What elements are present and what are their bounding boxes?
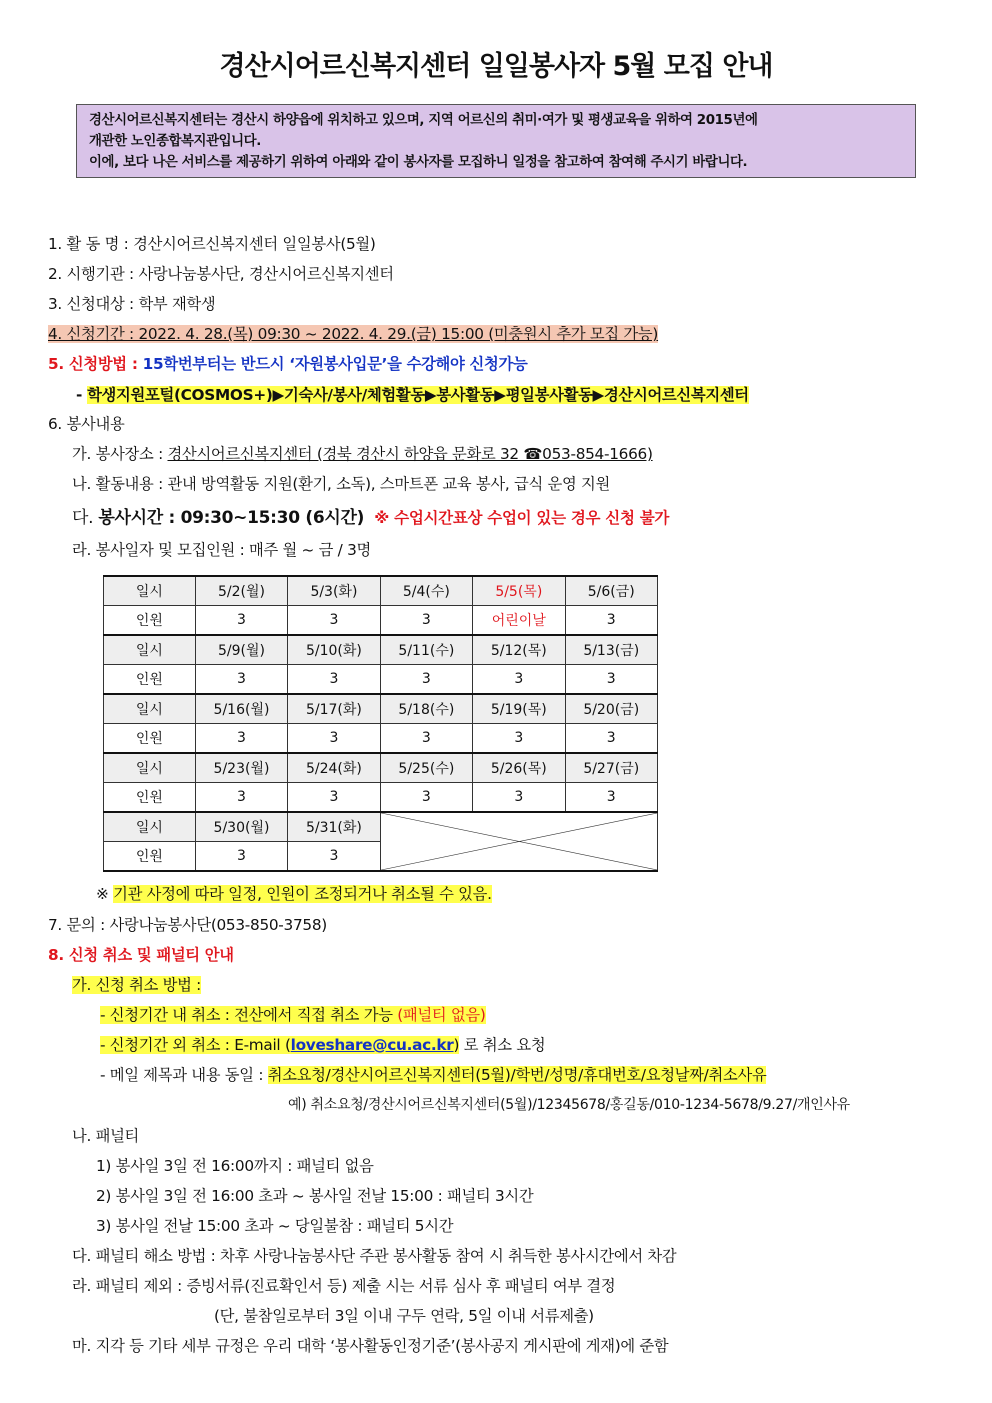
intro-box bbox=[76, 104, 916, 178]
place-text: 경산시어르신복지센터 (경북 경산시 하양읍 문화로 32 ☎053-854-1666) bbox=[167, 445, 653, 463]
schedule-date-cell: 5/18(수) bbox=[380, 694, 472, 724]
schedule-count-cell: 3 bbox=[288, 606, 380, 636]
penalty-rule: 3) 봉사일 전날 15:00 초과 ~ 당일불참 : 패널티 5시간 bbox=[96, 1217, 454, 1235]
schedule-date-cell: 5/16(월) bbox=[195, 694, 287, 724]
time-text: 봉사시간 : 09:30~15:30 (6시간) bbox=[98, 508, 365, 528]
note-mark: ※ bbox=[96, 885, 114, 903]
schedule-count-cell: 3 bbox=[195, 665, 287, 695]
schedule-count-cell: 3 bbox=[473, 665, 565, 695]
schedule-count-cell: 3 bbox=[565, 724, 657, 754]
date-row-label: 일시 bbox=[104, 753, 196, 783]
item-penalty-relief: 다. 패널티 해소 방법 : 차후 사랑나눔봉사단 주관 봉사활동 참여 시 취득한 봉사시간에서 차감 bbox=[72, 1247, 677, 1265]
schedule-date-row bbox=[104, 812, 658, 842]
schedule-count-cell: 3 bbox=[195, 606, 287, 636]
cancel-within-note: (패널티 없음) bbox=[397, 1006, 486, 1024]
mail-format-label: - 메일 제목과 내용 동일 : bbox=[100, 1066, 268, 1084]
schedule-count-cell: 3 bbox=[473, 724, 565, 754]
item-schedule: 라. 봉사일자 및 모집인원 : 매주 월 ~ 금 / 3명 bbox=[72, 541, 371, 559]
schedule-date-cell: 5/31(화) bbox=[288, 812, 380, 842]
schedule-date-cell: 5/27(금) bbox=[565, 753, 657, 783]
cancel-within-text bbox=[100, 1006, 486, 1024]
schedule-count-row bbox=[104, 665, 658, 695]
date-row-label: 일시 bbox=[104, 694, 196, 724]
schedule-count-row bbox=[104, 783, 658, 813]
schedule-date-cell: 5/13(금) bbox=[565, 635, 657, 665]
date-row-label: 일시 bbox=[104, 635, 196, 665]
item-period bbox=[48, 322, 658, 344]
schedule-count-cell: 어린이날 bbox=[473, 606, 565, 636]
count-row-label: 인원 bbox=[104, 783, 196, 813]
schedule-count-cell: 3 bbox=[565, 606, 657, 636]
cancel-method-text: 가. 신청 취소 방법 : bbox=[72, 976, 202, 994]
schedule-table bbox=[103, 575, 658, 872]
schedule-count-cell: 3 bbox=[565, 665, 657, 695]
count-row-label: 인원 bbox=[104, 724, 196, 754]
schedule-date-cell: 5/23(월) bbox=[195, 753, 287, 783]
schedule-date-cell: 5/10(화) bbox=[288, 635, 380, 665]
time-label: 다. bbox=[72, 508, 99, 528]
page-title: 경산시어르신복지센터 일일봉사자 5월 모집 안내 bbox=[219, 51, 773, 82]
schedule-count-cell: 3 bbox=[288, 665, 380, 695]
item-content: 6. 봉사내용 bbox=[48, 415, 125, 433]
schedule-date-cell: 5/4(수) bbox=[380, 576, 472, 606]
schedule-date-cell: 5/20(금) bbox=[565, 694, 657, 724]
item-other-rules: 마. 지각 등 기타 세부 규정은 우리 대학 ‘봉사활동인정기준’(봉사공지 게시판에 게재)에 준함 bbox=[72, 1337, 669, 1355]
schedule-count-cell: 3 bbox=[195, 783, 287, 813]
count-row-label: 인원 bbox=[104, 665, 196, 695]
item-activities: 나. 활동내용 : 관내 방역활동 지원(환기, 소독), 스마트폰 교육 봉사, 급식 운영 지원 bbox=[72, 475, 610, 493]
date-row-label: 일시 bbox=[104, 576, 196, 606]
intro-line: 개관한 노인종합복지관입니다. bbox=[89, 134, 261, 149]
cancel-within-label: - 신청기간 내 취소 : 전산에서 직접 취소 가능 bbox=[100, 1006, 398, 1024]
schedule-date-cell: 5/3(화) bbox=[288, 576, 380, 606]
schedule-date-cell: 5/30(월) bbox=[195, 812, 287, 842]
item-cancel-heading: 8. 신청 취소 및 패널티 안내 bbox=[48, 946, 234, 964]
count-row-label: 인원 bbox=[104, 842, 196, 872]
cross-lines bbox=[381, 813, 657, 870]
intro-line: 경산시어르신복지센터는 경산시 하양읍에 위치하고 있으며, 지역 어르신의 취미·여가 및 평생교육을 위하여 2015년에 bbox=[89, 113, 758, 128]
cancel-outside-tail: 로 취소 요청 bbox=[459, 1036, 546, 1054]
schedule-date-cell: 5/6(금) bbox=[565, 576, 657, 606]
item-penalty-exempt-note: (단, 불참일로부터 3일 이내 구두 연락, 5일 이내 서류제출) bbox=[214, 1307, 594, 1325]
item-time bbox=[72, 503, 669, 528]
penalty-rule: 2) 봉사일 3일 전 16:00 초과 ~ 봉사일 전날 15:00 : 패널티 3시간 bbox=[96, 1187, 534, 1205]
item-method bbox=[48, 352, 527, 374]
item-cancel-within bbox=[100, 1003, 486, 1025]
item-penalty-exempt: 라. 패널티 제외 : 증빙서류(진료확인서 등) 제출 시는 서류 심사 후 패널티 여부 결정 bbox=[72, 1277, 616, 1295]
schedule-count-cell: 3 bbox=[380, 724, 472, 754]
schedule-date-row bbox=[104, 694, 658, 724]
place-label: 가. 봉사장소 : bbox=[72, 445, 168, 463]
method-label: 5. 신청방법 : bbox=[48, 355, 143, 373]
schedule-date-cell: 5/24(화) bbox=[288, 753, 380, 783]
schedule-date-row bbox=[104, 753, 658, 783]
empty-crossed-block bbox=[380, 812, 657, 871]
cancel-outside-label: - 신청기간 외 취소 : E-mail ( bbox=[100, 1036, 291, 1054]
item-contact: 7. 문의 : 사랑나눔봉사단(053-850-3758) bbox=[48, 916, 327, 934]
schedule-count-cell: 3 bbox=[288, 724, 380, 754]
schedule-count-cell: 3 bbox=[195, 724, 287, 754]
schedule-count-cell: 3 bbox=[195, 842, 287, 872]
item-penalty: 나. 패널티 bbox=[72, 1127, 140, 1145]
schedule-date-cell: 5/12(목) bbox=[473, 635, 565, 665]
schedule-count-row bbox=[104, 606, 658, 636]
schedule-count-cell: 3 bbox=[380, 783, 472, 813]
portal-path: 학생지원포털(COSMOS+)▶기숙사/봉사/체험활동▶봉사활동▶평일봉사활동▶경산시어르신복지센터 bbox=[87, 386, 749, 404]
item-cancel-method bbox=[72, 973, 201, 995]
schedule-count-cell: 3 bbox=[380, 606, 472, 636]
item-mail-format bbox=[100, 1063, 766, 1085]
date-row-label: 일시 bbox=[104, 812, 196, 842]
schedule-count-cell: 3 bbox=[288, 783, 380, 813]
path-dash: - bbox=[76, 386, 88, 404]
schedule-date-cell: 5/26(목) bbox=[473, 753, 565, 783]
schedule-count-cell: 3 bbox=[288, 842, 380, 872]
item-activity-name: 1. 활 동 명 : 경산시어르신복지센터 일일봉사(5월) bbox=[48, 235, 376, 253]
schedule-count-row bbox=[104, 724, 658, 754]
schedule-count-cell: 3 bbox=[473, 783, 565, 813]
item-organizer: 2. 시행기관 : 사랑나눔봉사단, 경산시어르신복지센터 bbox=[48, 265, 394, 283]
item-place bbox=[72, 442, 653, 464]
item-method-path bbox=[76, 383, 749, 405]
schedule-date-cell: 5/5(목) bbox=[473, 576, 565, 606]
schedule-date-cell: 5/19(목) bbox=[473, 694, 565, 724]
schedule-date-cell: 5/25(수) bbox=[380, 753, 472, 783]
email-link[interactable]: loveshare@cu.ac.kr bbox=[290, 1036, 454, 1054]
schedule-count-cell: 3 bbox=[565, 783, 657, 813]
method-text: 15학번부터는 반드시 ‘자원봉사입문’을 수강해야 신청가능 bbox=[142, 355, 528, 373]
schedule-date-row bbox=[104, 576, 658, 606]
penalty-rule: 1) 봉사일 3일 전 16:00까지 : 패널티 없음 bbox=[96, 1157, 374, 1175]
cancel-outside-text bbox=[100, 1036, 459, 1054]
schedule-date-cell: 5/9(월) bbox=[195, 635, 287, 665]
item-mail-example: 예) 취소요청/경산시어르신복지센터(5월)/12345678/홍길동/010-1234-5678/9.27/개인사유 bbox=[288, 1097, 850, 1113]
schedule-date-cell: 5/11(수) bbox=[380, 635, 472, 665]
schedule-date-row bbox=[104, 635, 658, 665]
mail-format-text: 취소요청/경산시어르신복지센터(5월)/학번/성명/휴대번호/요청날짜/취소사유 bbox=[267, 1066, 767, 1084]
item-note bbox=[96, 882, 492, 904]
period-text: 4. 신청기간 : 2022. 4. 28.(목) 09:30 ~ 2022. 4. 29.(금) 15:00 (미충원시 추가 모집 가능) bbox=[48, 325, 659, 343]
time-warning: ※ 수업시간표상 수업이 있는 경우 신청 불가 bbox=[374, 509, 670, 527]
schedule-date-cell: 5/2(월) bbox=[195, 576, 287, 606]
intro-line: 이에, 보다 나은 서비스를 제공하기 위하여 아래와 같이 봉사자를 모집하니 일정을 참고하여 참여해 주시기 바랍니다. bbox=[89, 155, 748, 170]
schedule-count-cell: 3 bbox=[380, 665, 472, 695]
item-cancel-outside bbox=[100, 1033, 545, 1055]
cancel-outside-close: ) bbox=[453, 1036, 460, 1054]
item-target: 3. 신청대상 : 학부 재학생 bbox=[48, 295, 216, 313]
note-text: 기관 사정에 따라 일정, 인원이 조정되거나 취소될 수 있음. bbox=[113, 885, 492, 903]
count-row-label: 인원 bbox=[104, 606, 196, 636]
schedule-date-cell: 5/17(화) bbox=[288, 694, 380, 724]
